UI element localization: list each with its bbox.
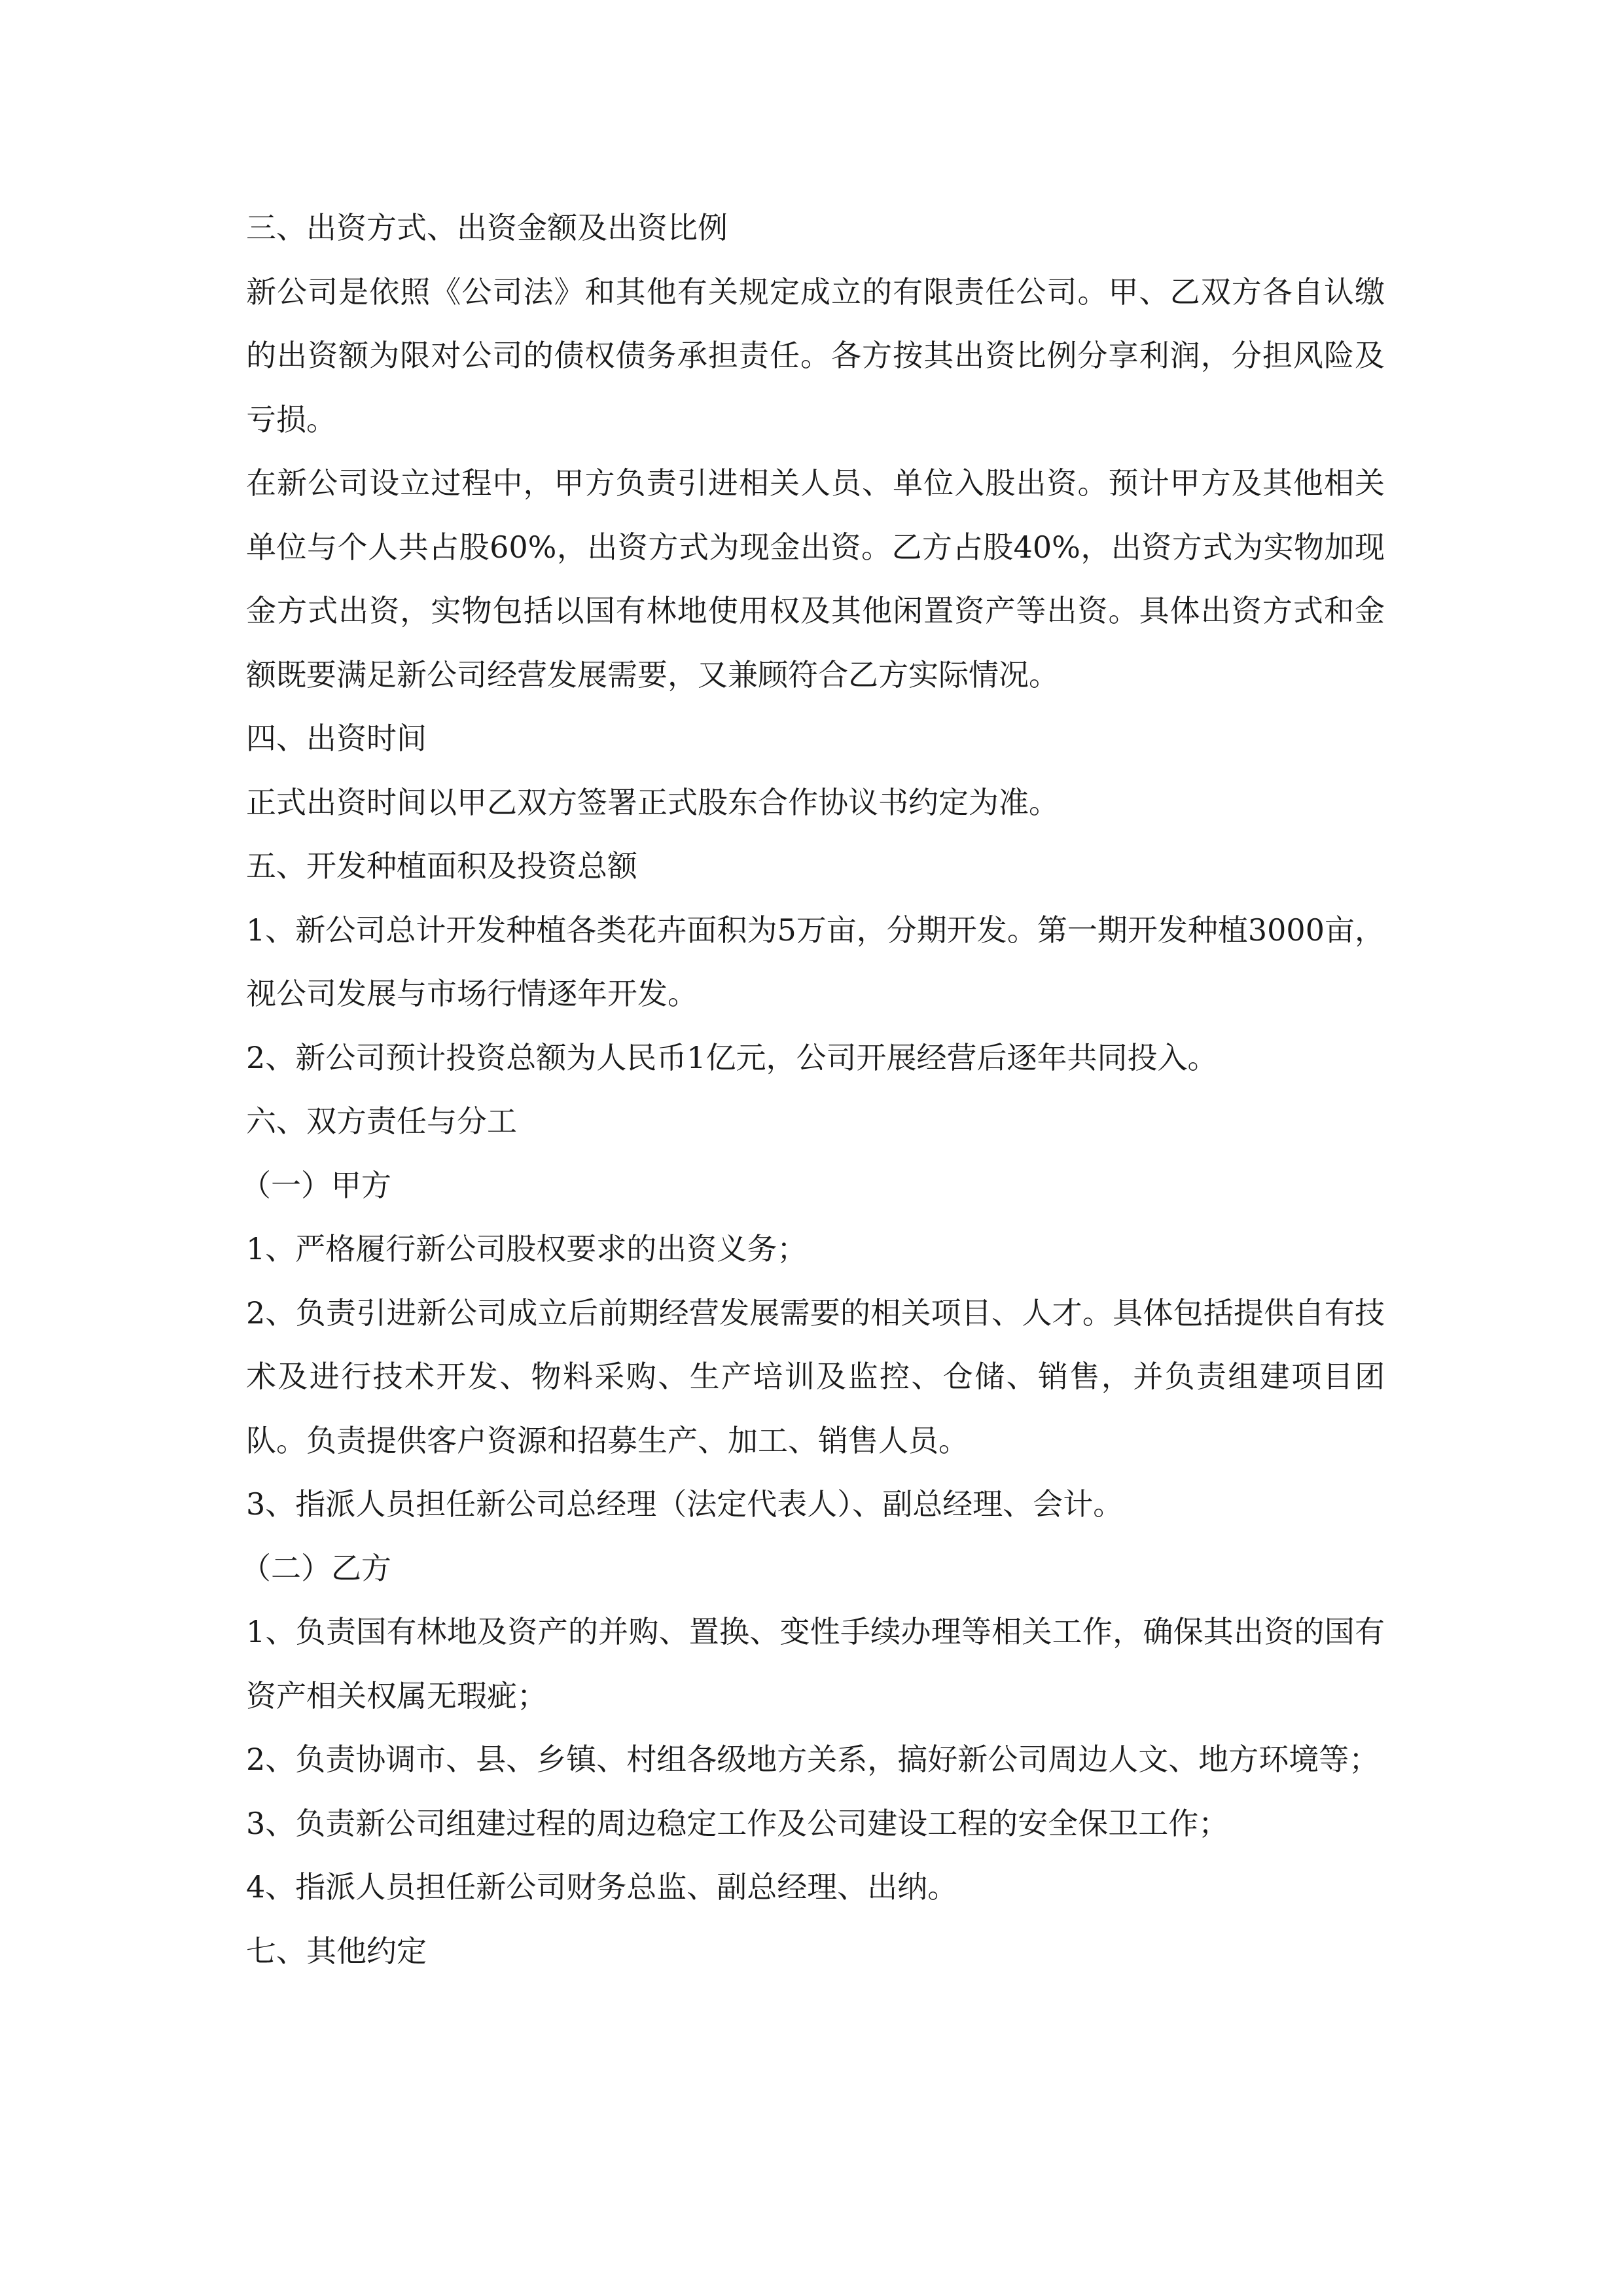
party-a-item-1: 1、严格履行新公司股权要求的出资义务；: [246, 1231, 808, 1266]
section-heading-3: 三、出资方式、出资金额及出资比例: [246, 210, 728, 245]
party-b-item-1: 1、负责国有林地及资产的并购、置换、变性手续办理等相关工作，确保其出资的国有资产相关权属无瑕疵；: [246, 1614, 1385, 1713]
paragraph-planting-area: 1、新公司总计开发种植各类花卉面积为5万亩，分期开发。第一期开发种植3000亩，视公司发展与市场行情逐年开发。: [246, 912, 1385, 1011]
paragraph-liability: 新公司是依照《公司法》和其他有关规定成立的有限责任公司。甲、乙双方各自认缴的出资额为限对公司的债权债务承担责任。各方按其出资比例分享利润，分担风险及亏损。: [246, 274, 1385, 437]
paragraph-contribution-time: 正式出资时间以甲乙双方签署正式股东合作协议书约定为准。: [246, 784, 1059, 820]
party-b-item-3: 3、负责新公司组建过程的周边稳定工作及公司建设工程的安全保卫工作；: [246, 1805, 1229, 1841]
paragraph-investment-total: 2、新公司预计投资总额为人民币1亿元，公司开展经营后逐年共同投入。: [246, 1039, 1218, 1075]
section-heading-5: 五、开发种植面积及投资总额: [246, 848, 637, 884]
party-b-item-4: 4、指派人员担任新公司财务总监、副总经理、出纳。: [246, 1869, 958, 1905]
subheading-party-b: （二）乙方: [241, 1550, 391, 1586]
paragraph-shareholding: 在新公司设立过程中，甲方负责引进相关人员、单位入股出资。预计甲方及其他相关单位与个人共占股60%，出资方式为现金出资。乙方占股40%，出资方式为实物加现金方式出资，实物包括以国有林地使用权及其他闲置资产等出资。具体出资方式和金额既要满足新公司经营发展需要，又兼顾符合乙方实际情况。: [246, 465, 1385, 692]
subheading-party-a: （一）甲方: [241, 1167, 391, 1203]
party-b-item-2: 2、负责协调市、县、乡镇、村组各级地方关系，搞好新公司周边人文、地方环境等；: [246, 1742, 1380, 1777]
section-heading-4: 四、出资时间: [246, 721, 427, 756]
section-heading-6: 六、双方责任与分工: [246, 1103, 517, 1139]
section-heading-7: 七、其他约定: [246, 1933, 427, 1969]
party-a-item-2: 2、负责引进新公司成立后前期经营发展需要的相关项目、人才。具体包括提供自有技术及进行技术开发、物料采购、生产培训及监控、仓储、销售，并负责组建项目团队。负责提供客户资源和招募生产、加工、销售人员。: [246, 1295, 1385, 1458]
document-page: [241, 196, 1385, 1983]
party-a-item-3: 3、指派人员担任新公司总经理（法定代表人）、副总经理、会计。: [246, 1486, 1124, 1522]
